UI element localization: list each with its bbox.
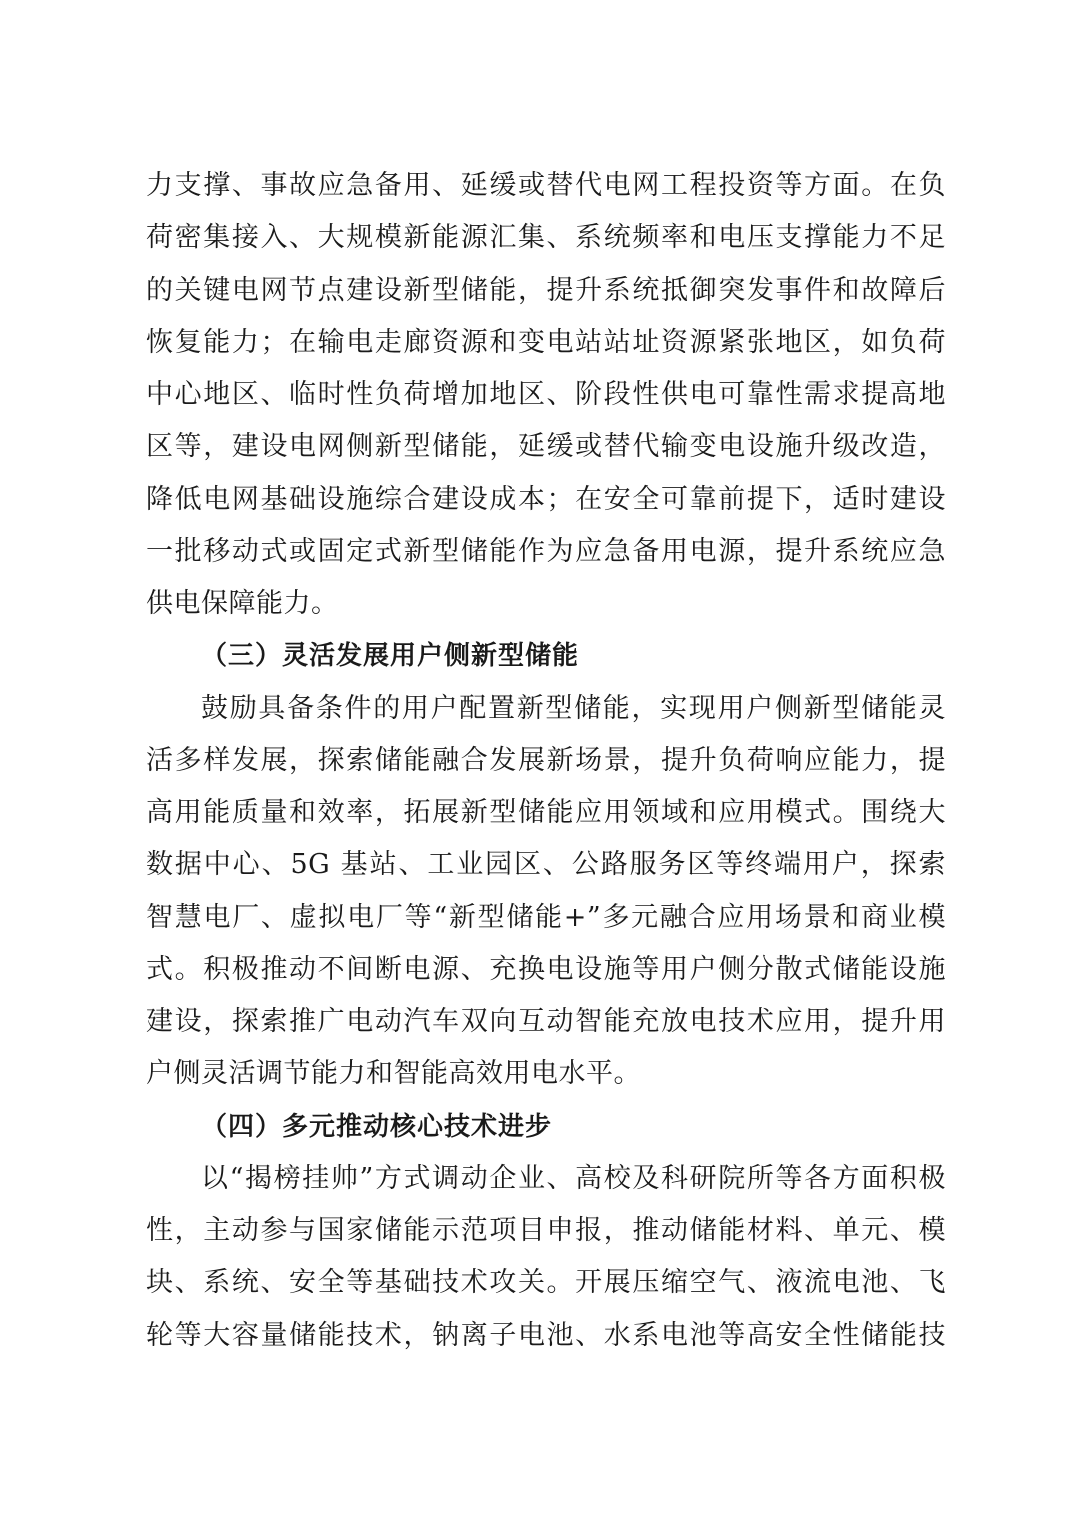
paragraph-core-technology: [146, 1153, 946, 1362]
text-line: 数据中心、5G 基站、工业园区、公路服务区等终端用户，探索: [146, 849, 946, 881]
text-line: 中心地区、临时性负荷增加地区、阶段性供电可靠性需求提高地: [146, 379, 946, 410]
text-line: 力支撑、事故应急备用、延缓或替代电网工程投资等方面。在负: [146, 170, 946, 201]
text-line: 供电保障能力。: [146, 588, 339, 619]
text-line: 活多样发展，探索储能融合发展新场景，提升负荷响应能力，提: [146, 744, 946, 776]
text-line: 鼓励具备条件的用户配置新型储能，实现用户侧新型储能灵: [201, 692, 946, 724]
text-line: 性，主动参与国家储能示范项目申报，推动储能材料、单元、模: [146, 1215, 946, 1246]
paragraph-energy-grid-support: [146, 160, 946, 630]
text-line: 一批移动式或固定式新型储能作为应急备用电源，提升系统应急: [146, 535, 946, 567]
text-line: 恢复能力；在输电走廊资源和变电站站址资源紧张地区，如负荷: [146, 326, 946, 358]
text-line: 户侧灵活调节能力和智能高效用电水平。: [146, 1058, 641, 1090]
text-line: 降低电网基础设施综合建设成本；在安全可靠前提下，适时建设: [146, 483, 946, 515]
section-heading-user-side-storage: （三）灵活发展用户侧新型储能: [201, 641, 580, 672]
text-line: 轮等大容量储能技术，钠离子电池、水系电池等高安全性储能技: [146, 1319, 946, 1351]
text-line: 建设，探索推广电动汽车双向互动智能充放电技术应用，提升用: [146, 1006, 946, 1037]
text-line: 式。积极推动不间断电源、充换电设施等用户侧分散式储能设施: [146, 953, 946, 985]
text-line: 智慧电厂、虚拟电厂等“新型储能+”多元融合应用场景和商业模: [146, 901, 946, 933]
text-line: 荷密集接入、大规模新能源汇集、系统频率和电压支撑能力不足: [146, 222, 946, 254]
text-line: 区等，建设电网侧新型储能，延缓或替代输变电设施升级改造，: [146, 431, 946, 463]
document-body: [146, 160, 946, 1362]
text-line: 以“揭榜挂帅”方式调动企业、高校及科研院所等各方面积极: [201, 1162, 946, 1194]
section-heading-core-technology: （四）多元推动核心技术进步: [201, 1111, 553, 1142]
text-line: 高用能质量和效率，拓展新型储能应用领域和应用模式。围绕大: [146, 797, 946, 828]
text-line: 块、系统、安全等基础技术攻关。开展压缩空气、液流电池、飞: [146, 1267, 946, 1299]
text-line: 的关键电网节点建设新型储能，提升系统抵御突发事件和故障后: [146, 274, 946, 306]
paragraph-user-side-storage: [146, 683, 946, 1101]
